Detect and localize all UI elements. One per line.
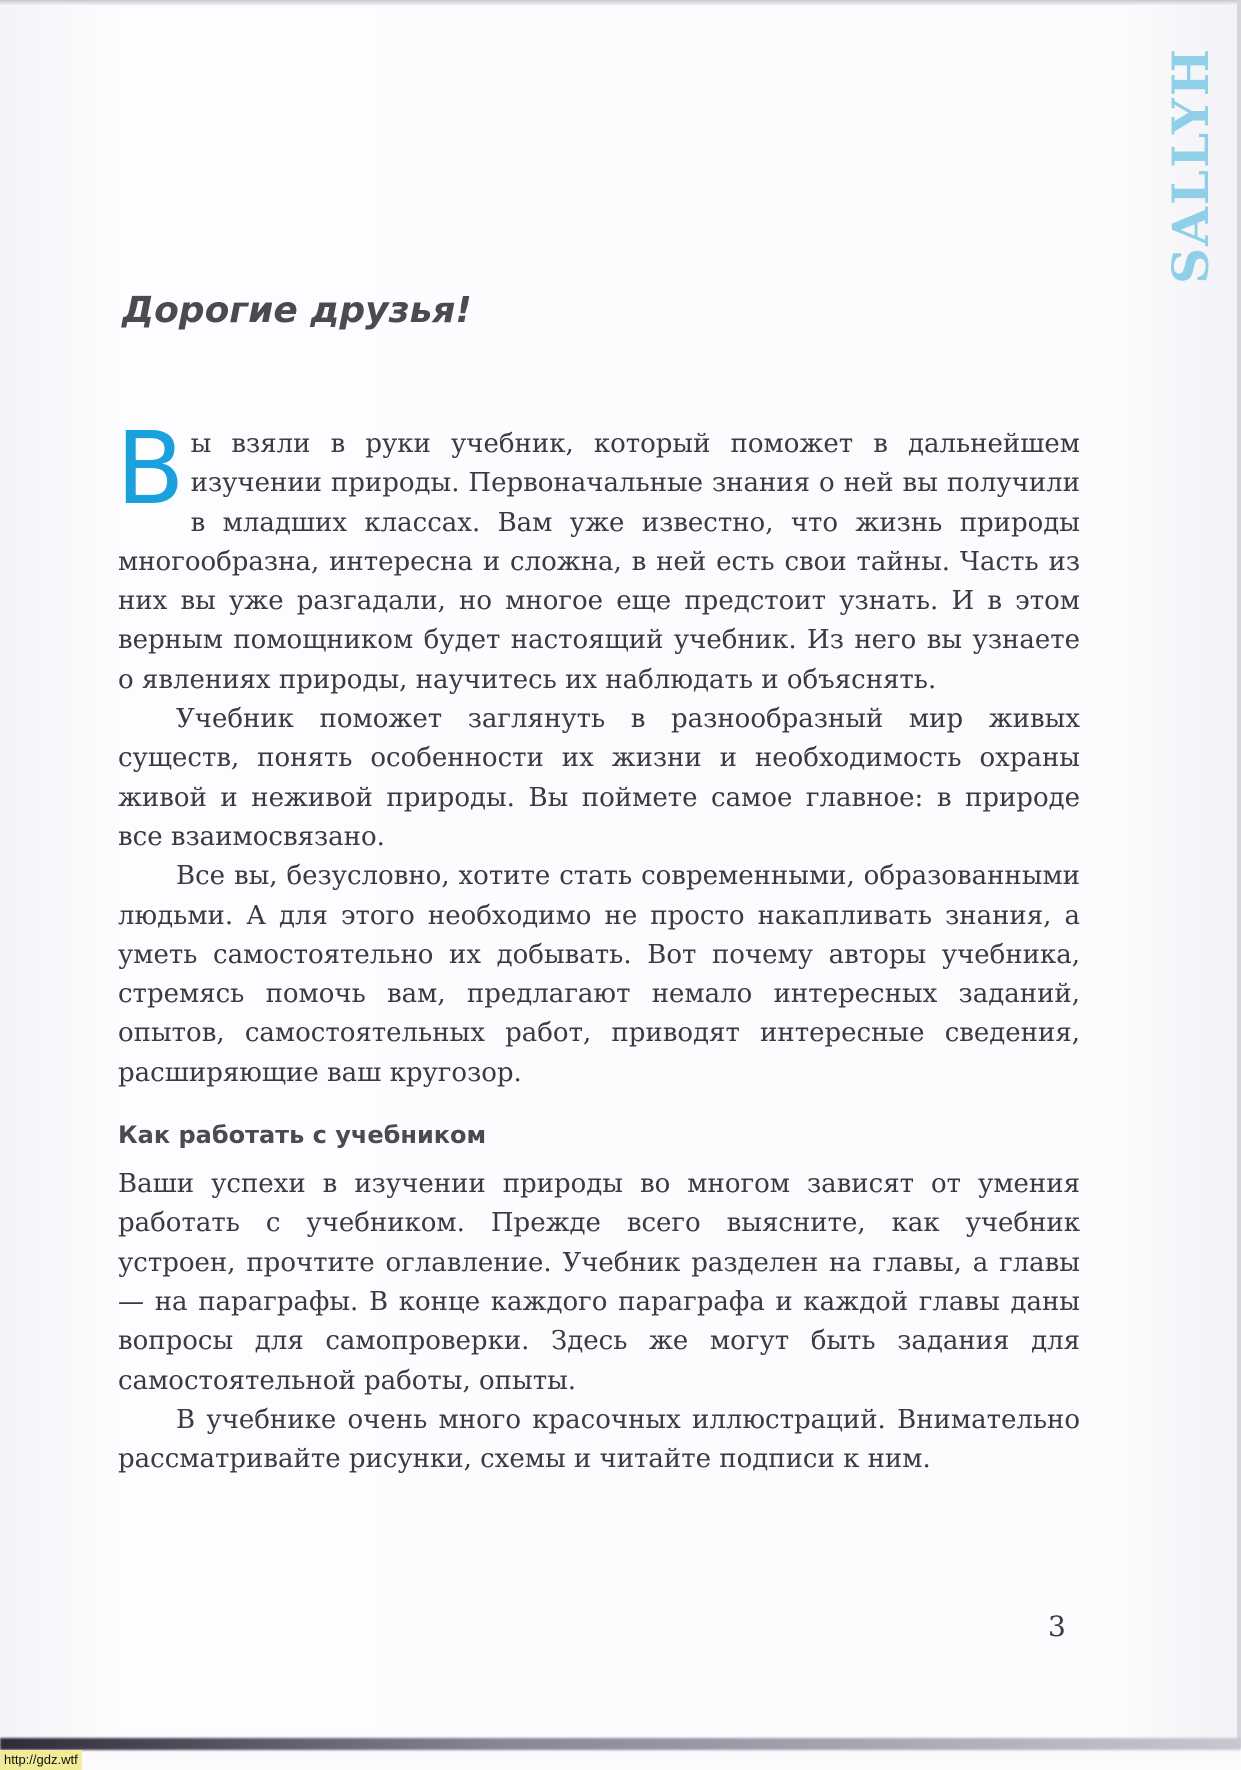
page-title: Дорогие друзья! [122, 290, 472, 331]
scan-right-edge [1237, 0, 1241, 1748]
watermark-text: SALLYH [1160, 46, 1220, 284]
source-url-label: http://gdz.wtf [0, 1750, 82, 1770]
page-body [116, 410, 1080, 1479]
scan-bottom-edge [0, 1738, 1241, 1750]
intro-paragraph-1 [116, 410, 1080, 700]
section-heading: Как работать с учебником [118, 1121, 487, 1150]
show-through-watermark [1145, 40, 1235, 290]
intro-paragraph-3: Все вы, безусловно, хотите стать современными, образованными людьми. А для этого необходимо не просто накапливать знания, а уметь самостоятельно их добывать. Вот почему авторы учебника, стремясь помочь вам, предлагают немало интересных заданий, опытов, самостоятельных работ, приводят интересные сведения, расширяющие ваш кругозор. [118, 861, 1080, 1088]
page-number: 3 [1048, 1610, 1066, 1643]
section-paragraph-2: В учебнике очень много красочных иллюстраций. Внимательно рассматривайте рисунки, схемы и читайте подписи к ним. [118, 1404, 1080, 1475]
section-paragraph-1: Ваши успехи в изучении природы во многом зависят от умения работать с учебником. Прежде всего выясните, как учебник устроен, прочтите оглавление. Учебник разделен на главы, а главы — на параграфы. В конце каждого параграфа и каждой главы даны вопросы для самопроверки. Здесь же могут быть задания для самостоятельной работы, опыты. [118, 1169, 1080, 1396]
drop-cap: В [116, 410, 185, 527]
intro-paragraph-1-text: ы взяли в руки учебник, который поможет в дальнейшем изучении природы. Первоначальные знания о ней вы получили в младших классах. Вам уже известно, что жизнь природы многообразна, интересна и сложна, в ней есть свои тайны. Часть из них вы уже разгадали, но многое еще предстоит узнать. И в этом верным помощником будет настоящий учебник. Из него вы узнаете о явлениях природы, научитесь их наблюдать и объяснять. [118, 429, 1080, 695]
intro-paragraph-2: Учебник поможет заглянуть в разнообразный мир живых существ, понять особенности их жизни и необходимость охраны живой и неживой природы. Вы поймете самое главное: в природе все взаимосвязано. [118, 704, 1080, 852]
scan-top-edge [0, 0, 1241, 6]
